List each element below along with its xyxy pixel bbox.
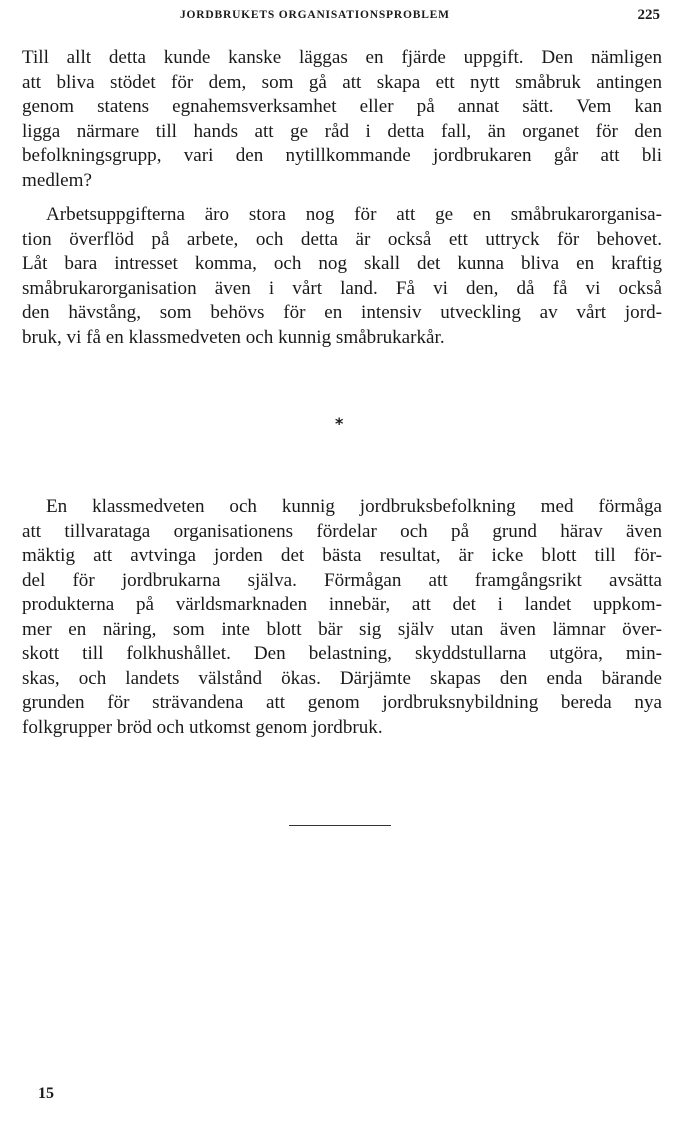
text-line: En klassmedveten och kunnig jordbruksbefolkning med förmåga xyxy=(46,496,662,517)
text-line: befolkningsgrupp, vari den nytillkommande jordbrukaren går att bli xyxy=(22,145,662,166)
text-line: skott till folkhushållet. Den belastning, skyddstullarna utgöra, min- xyxy=(22,643,662,664)
text-line: grunden för strävandena att genom jordbruksnybildning bereda nya xyxy=(22,692,662,713)
text-line: genom statens egnahemsverksamhet eller på annat sätt. Vem kan xyxy=(22,96,662,117)
text-line: mäktig att avtvinga jorden det bästa resultat, är icke blott till för- xyxy=(22,545,662,566)
text-line: den hävstång, som behövs för en intensiv utveckling av vårt jord- xyxy=(22,302,662,323)
text-line: skas, och landets välstånd ökas. Därjämte skapas den enda bärande xyxy=(22,667,662,689)
paragraph-3 xyxy=(22,495,662,740)
text-line: småbrukarorganisation även i vårt land. Få vi den, då få vi också xyxy=(22,277,662,299)
text-line: Låt bara intresset komma, och nog skall det kunna bliva en kraftig xyxy=(22,253,662,274)
text-line: del för jordbrukarna själva. Förmågan att framgångsrikt avsätta xyxy=(22,569,662,591)
text-line: folkgrupper bröd och utkomst genom jordbruk. xyxy=(22,716,383,738)
running-header-title: JORDBRUKETS ORGANISATIONSPROBLEM xyxy=(180,9,450,21)
signature-mark: 15 xyxy=(38,1085,54,1102)
section-separator-asterisk: * xyxy=(335,414,344,433)
text-line: ligga närmare till hands att ge råd i detta fall, än organet för den xyxy=(22,120,662,142)
end-rule-divider xyxy=(289,825,391,826)
text-line: att bliva stödet för dem, som gå att skapa ett nytt småbruk antingen xyxy=(22,71,662,93)
text-line: Arbetsuppgifterna äro stora nog för att ge en småbrukarorganisa- xyxy=(46,204,662,225)
text-line: Till allt detta kunde kanske läggas en fjärde uppgift. Den nämligen xyxy=(22,47,662,68)
paragraph-2 xyxy=(22,203,662,350)
text-line: produkterna på världsmarknaden innebär, att det i landet uppkom- xyxy=(22,594,662,615)
page-number: 225 xyxy=(637,7,660,23)
text-line: medlem? xyxy=(22,169,92,191)
paragraph-1 xyxy=(22,46,662,193)
text-line: tion överflöd på arbete, och detta är också ett uttryck för behovet. xyxy=(22,228,662,250)
text-line: att tillvarataga organisationens fördelar och på grund härav även xyxy=(22,520,662,542)
text-line: bruk, vi få en klassmedveten och kunnig småbrukarkår. xyxy=(22,326,445,348)
text-line: mer en näring, som inte blott bär sig själv utan även lämnar över- xyxy=(22,618,662,640)
